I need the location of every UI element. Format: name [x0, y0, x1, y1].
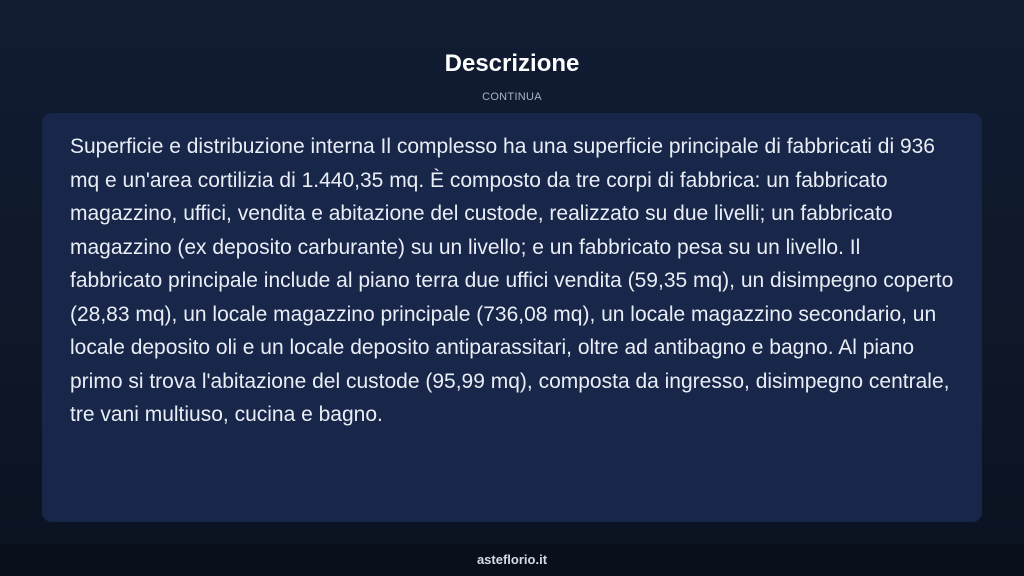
- footer-site-label: asteflorio.it: [476, 552, 548, 567]
- continued-label: CONTINUA: [482, 91, 542, 103]
- description-text: Superficie e distribuzione interna Il complesso ha una superficie principale di fabbricati di 936 mq e un'area cortilizia di 1.440,35 mq. È composto da tre corpi di fabbrica: un fabbricato magazzino, uffici, vendita e abitazione del custode, realizzato su due livelli; un fabbricato magazzino (ex deposito carburante) su un livello; e un fabbricato pesa su un livello. Il fabbricato principale include al piano terra due uffici vendita (59,35 mq), un disimpegno coperto (28,83 mq), un locale magazzino principale (736,08 mq), un locale magazzino secondario, un locale deposito oli e un locale deposito antiparassitari, oltre ad antibagno e bagno. Al piano primo si trova l'abitazione del custode (95,99 mq), composta da ingresso, disimpegno centrale, tre vani multiuso, cucina e bagno.: [70, 135, 954, 426]
- page-title: Descrizione: [444, 50, 580, 77]
- description-card: [42, 113, 982, 522]
- footer-bar: [0, 544, 1024, 576]
